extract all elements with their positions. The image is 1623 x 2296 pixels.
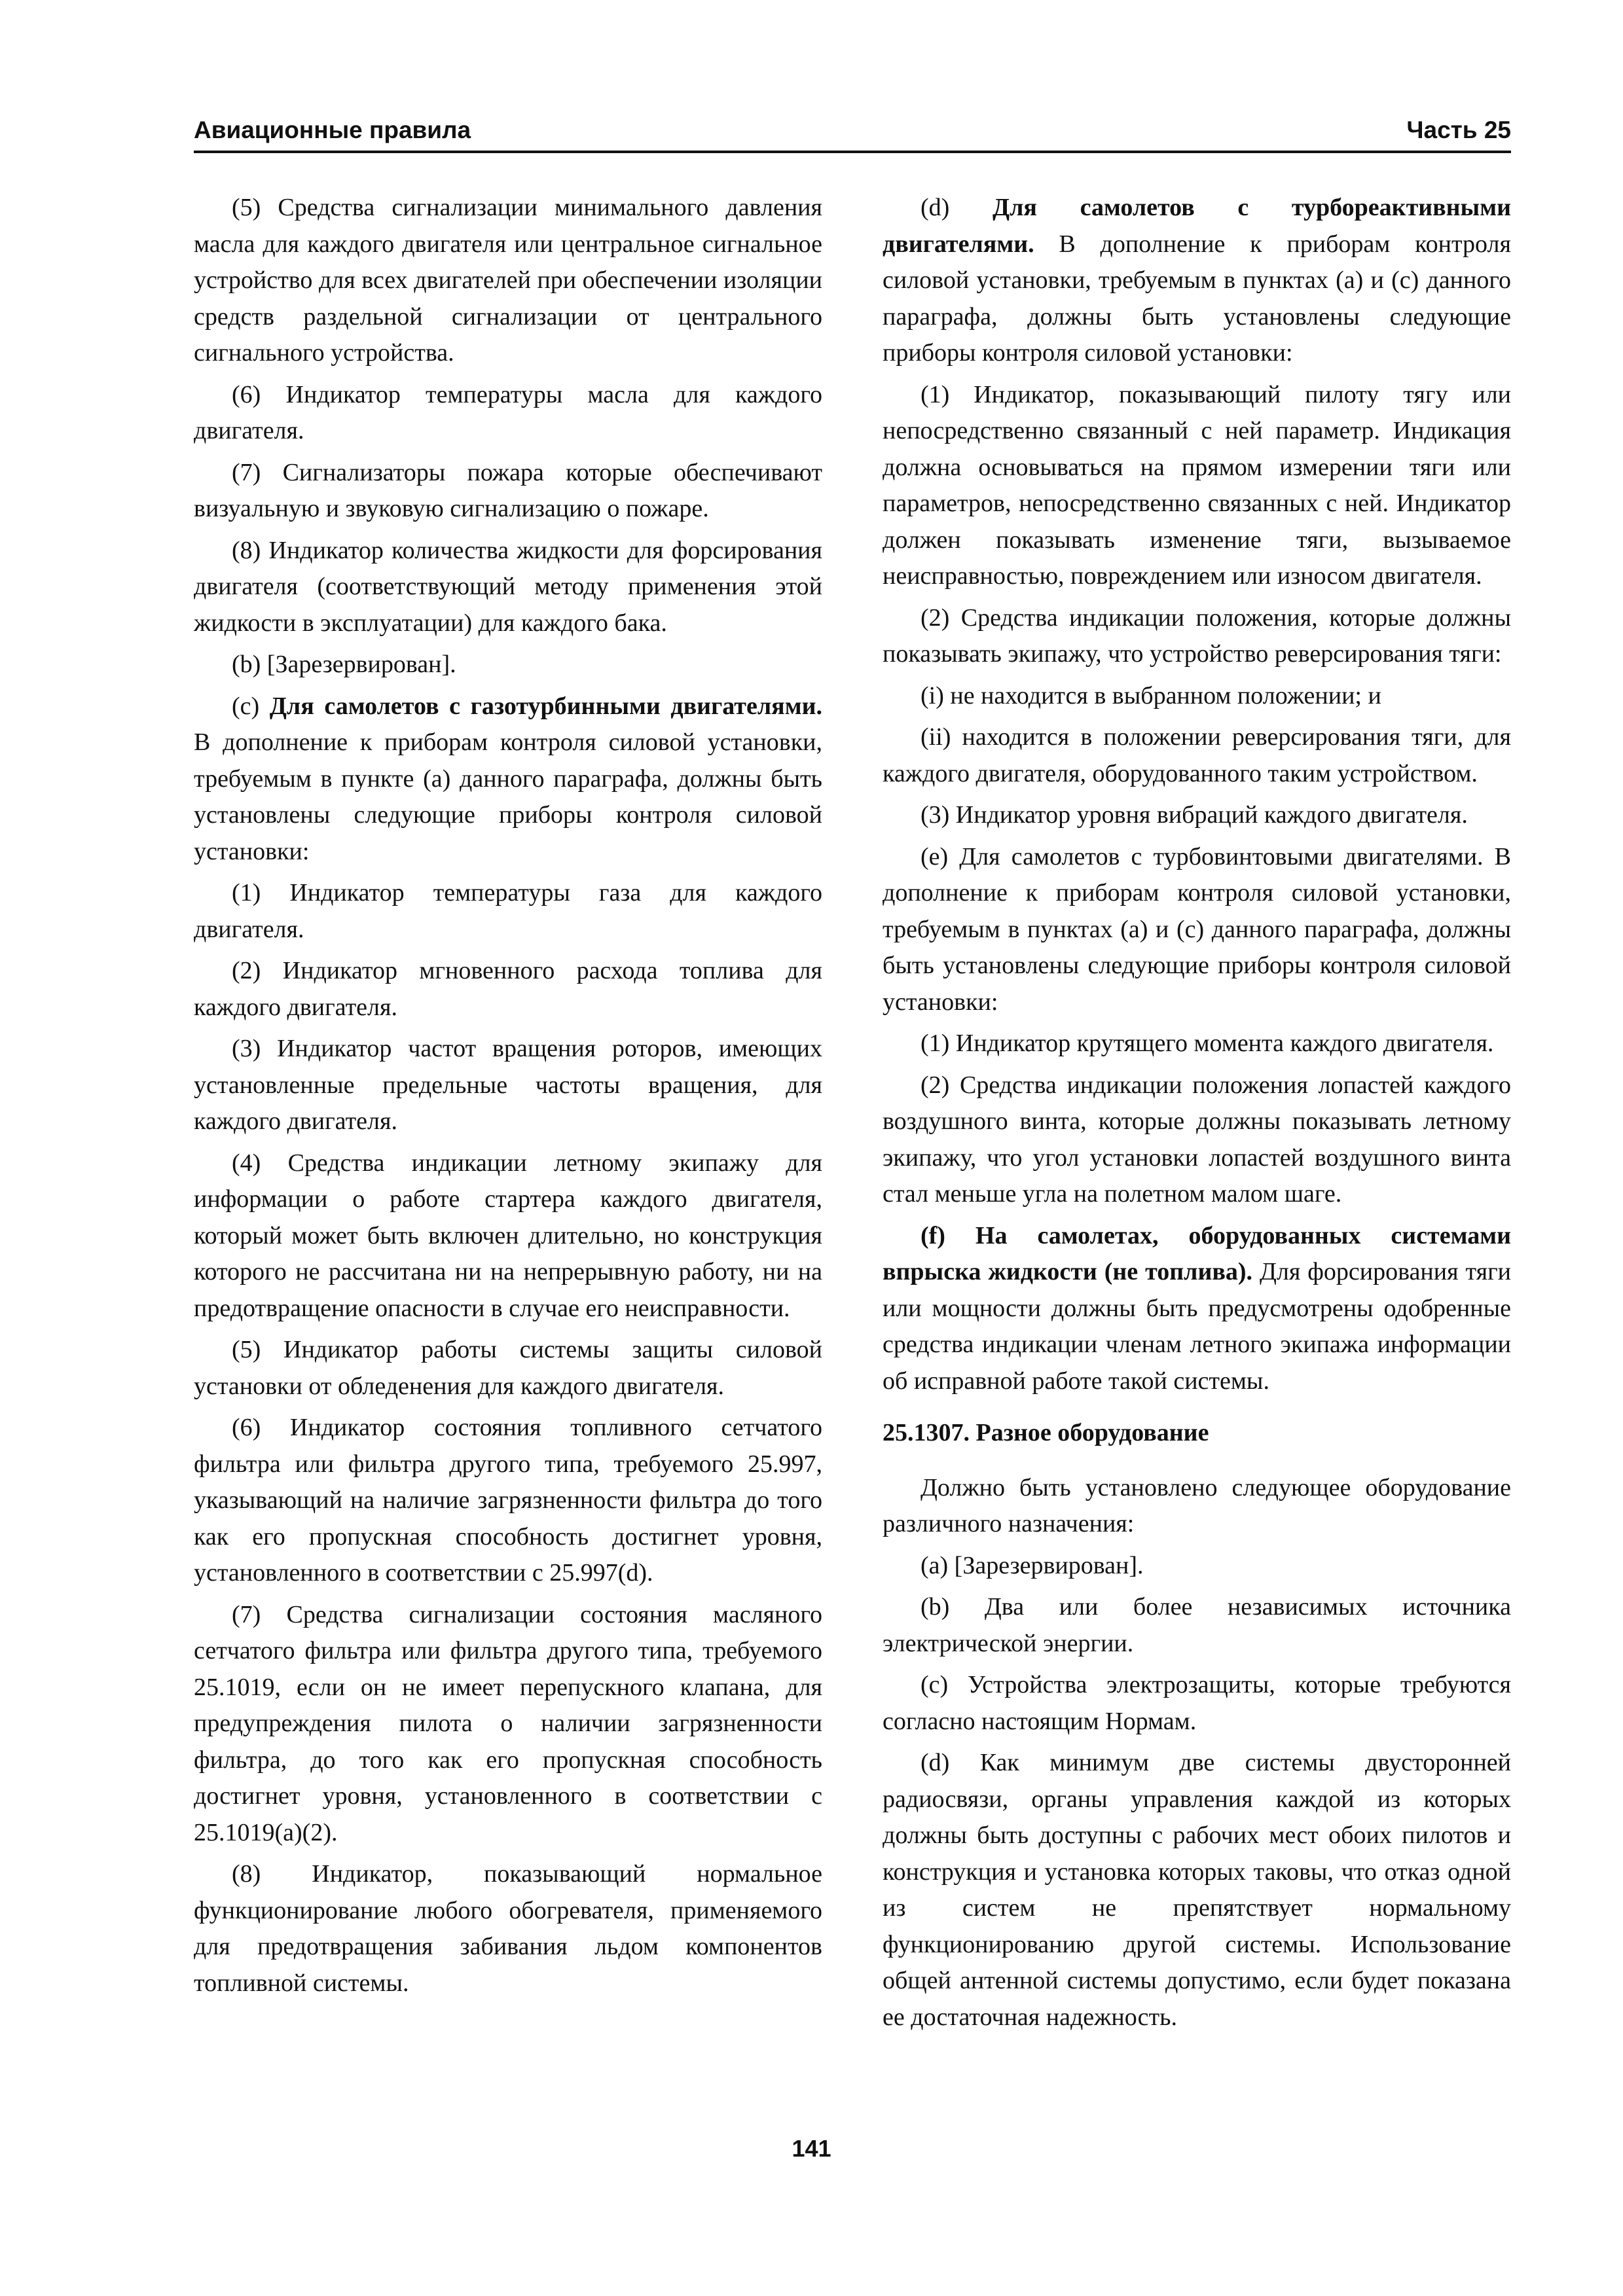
paragraph: (1) Индикатор крутящего момента каждого двигателя.	[921, 1030, 1494, 1057]
paragraph: (1) Индикатор температуры газа для каждого двигателя.	[194, 879, 822, 943]
paragraph-c-prefix: (c)	[232, 692, 270, 720]
right-column	[883, 190, 1511, 2041]
paragraph: Должно быть установлено следующее оборудование различного назначения:	[883, 1473, 1511, 1537]
paragraph-d-text: В дополнение к приборам контроля силовой установки, требуемым в пунктах (a) и (c) данного параграфа, должны быть установлены следующие приборы контроля силовой установки:	[883, 230, 1511, 367]
paragraph: (b) [Зарезервирован].	[232, 651, 456, 678]
paragraph-c	[194, 689, 822, 870]
paragraph: (5) Средства сигнализации минимального давления масла для каждого двигателя или центральное сигнальное устройство для всех двигателей при обеспечении изоляции средств раздельной сигнализации от центрального сигнального устройства.	[194, 194, 822, 367]
paragraph: (e) Для самолетов с турбовинтовыми двигателями. В дополнение к приборам контроля силовой установки, требуемым в пунктах (a) и (c) данного параграфа, должны быть установлены следующие приборы контроля силовой установки:	[883, 842, 1511, 1016]
paragraph-d	[883, 190, 1511, 372]
paragraph-d-prefix: (d)	[921, 194, 993, 221]
paragraph-f	[883, 1218, 1511, 1400]
paragraph-d-heading: Для самолетов с турбореактивными двигателями.	[883, 194, 1511, 258]
header-part: Часть 25	[1406, 117, 1511, 143]
paragraph: (d) Как минимум две системы двусторонней радиосвязи, органы управления каждой из которых должны быть доступны с рабочих мест обоих пилотов и конструкция и установка которых таковы, что отказ одной из систем не препятствует нормальному функционированию другой системы. Использование общей антенной системы допустимо, если будет показана ее достаточная надежность.	[883, 1749, 1511, 2031]
paragraph: (8) Индикатор количества жидкости для форсирования двигателя (соответствующий методу применения этой жидкости в эксплуатации) для каждого бака.	[194, 536, 822, 637]
paragraph: (8) Индикатор, показывающий нормальное функционирование любого обогревателя, применяемого для предотвращения забивания льдом компонентов топливной системы.	[194, 1860, 822, 1997]
running-header	[194, 117, 1511, 153]
paragraph: (1) Индикатор, показывающий пилоту тягу или непосредственно связанный с ней параметр. Индикация должна основываться на прямом измерении тяги или параметров, непосредственно связанных с ней. Индикатор должен показывать изменение тяги, вызываемое неисправностью, повреждением или износом двигателя.	[883, 380, 1511, 590]
paragraph: (2) Средства индикации положения лопастей каждого воздушного винта, которые должны показывать летному экипажу, что угол установки лопастей воздушного винта стал меньше угла на полетном малом шаге.	[883, 1071, 1511, 1208]
paragraph: (6) Индикатор состояния топливного сетчатого фильтра или фильтра другого типа, требуемого 25.997, указывающий на наличие загрязненности фильтра до того как его пропускная способность достигнет уровня, установленного в соответствии с 25.997(d).	[194, 1414, 822, 1587]
paragraph: (3) Индикатор уровня вибраций каждого двигателя.	[921, 801, 1468, 829]
page-number: 141	[792, 2135, 831, 2162]
paragraph: (i) не находится в выбранном положении; и	[921, 681, 1381, 709]
paragraph: (ii) находится в положении реверсирования тяги, для каждого двигателя, оборудованного таким устройством.	[883, 723, 1511, 787]
paragraph: (6) Индикатор температуры масла для каждого двигателя.	[194, 380, 822, 444]
paragraph-c-heading: Для самолетов с газотурбинными двигателями.	[269, 692, 822, 720]
section-heading: 25.1307. Разное оборудование	[883, 1419, 1209, 1446]
paragraph-f-text: Для форсирования тяги или мощности должны быть предусмотрены одобренные средства индикации членам летного экипажа информации об исправной работе такой системы.	[883, 1258, 1512, 1395]
paragraph: (7) Сигнализаторы пожара которые обеспечивают визуальную и звуковую сигнализацию о пожаре.	[194, 458, 822, 522]
paragraph-f-heading: (f) На самолетах, оборудованных системами впрыска жидкости (не топлива).	[883, 1221, 1511, 1285]
paragraph: (a) [Зарезервирован].	[921, 1551, 1144, 1579]
paragraph: (3) Индикатор частот вращения роторов, имеющих установленные предельные частоты вращения, для каждого двигателя.	[194, 1035, 822, 1135]
paragraph: (c) Устройства электрозащиты, которые требуются согласно настоящим Нормам.	[883, 1671, 1511, 1735]
paragraph-c-text: В дополнение к приборам контроля силовой установки, требуемым в пункте (a) данного параграфа, должны быть установлены следующие приборы контроля силовой установки:	[194, 728, 822, 865]
paragraph: (5) Индикатор работы системы защиты силовой установки от обледенения для каждого двигателя.	[194, 1336, 822, 1400]
left-column	[194, 190, 822, 2007]
paragraph: (4) Средства индикации летному экипажу для информации о работе стартера каждого двигателя, который может быть включен длительно, но конструкция которого не рассчитана ни на непрерывную работу, ни на предотвращение опасности в случае его неисправности.	[194, 1149, 822, 1322]
paragraph: (2) Индикатор мгновенного расхода топлива для каждого двигателя.	[194, 957, 822, 1021]
header-title: Авиационные правила	[194, 117, 471, 143]
paragraph: (7) Средства сигнализации состояния масляного сетчатого фильтра или фильтра другого типа, требуемого 25.1019, если он не имеет перепускного клапана, для предупреждения пилота о наличии загрязненности фильтра, до того как его пропускная способность достигнет уровня, установленного в соответствии с 25.1019(a)(2).	[194, 1600, 822, 1846]
paragraph: (b) Два или более независимых источника электрической энергии.	[883, 1593, 1511, 1657]
paragraph: (2) Средства индикации положения, которые должны показывать экипажу, что устройство реверсирования тяги:	[883, 603, 1511, 668]
